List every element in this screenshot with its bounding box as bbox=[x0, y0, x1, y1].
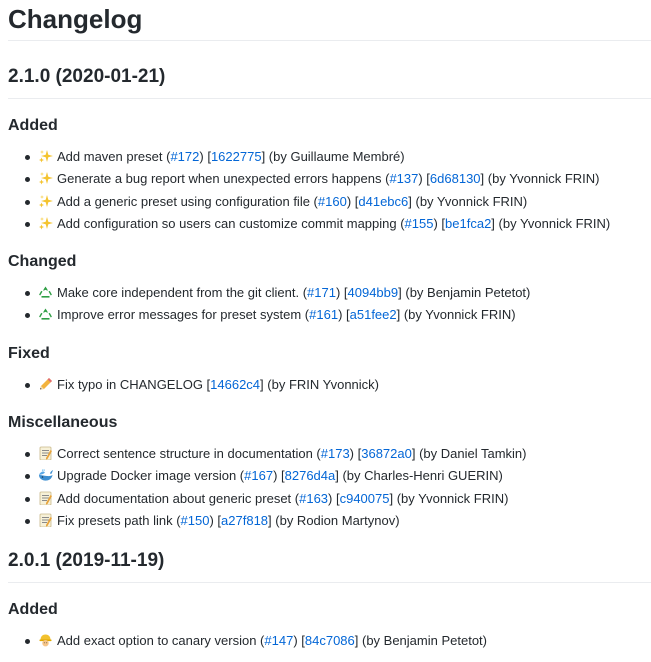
memo-icon bbox=[38, 446, 53, 460]
list-item: Add configuration so users can customize commit mapping (#155) [be1fca2] (by Yvonnick FRIN) bbox=[24, 213, 651, 235]
pr-link[interactable]: #167 bbox=[244, 468, 274, 484]
section-heading-fixed: Fixed bbox=[8, 344, 50, 362]
pr-link[interactable]: #173 bbox=[320, 446, 350, 462]
list-item: Improve error messages for preset system (#161) [a51fee2] (by Yvonnick FRIN) bbox=[24, 304, 651, 326]
list-item: Add exact option to canary version (#147) [84c7086] (by Benjamin Petetot) bbox=[24, 630, 651, 652]
commit-link[interactable]: 8276d4a bbox=[284, 468, 336, 484]
list-item: Add documentation about generic preset (#163) [c940075] (by Yvonnick FRIN) bbox=[24, 488, 651, 510]
fixed-list bbox=[8, 374, 651, 396]
sparkles-icon bbox=[38, 194, 53, 208]
pr-link[interactable]: #161 bbox=[309, 307, 339, 323]
commit-link[interactable]: 4094bb9 bbox=[347, 285, 399, 301]
miscellaneous-list bbox=[8, 443, 651, 532]
pr-link[interactable]: #137 bbox=[389, 171, 419, 187]
pr-link[interactable]: #155 bbox=[404, 215, 434, 231]
list-item: Add maven preset (#172) [1622775] (by Guillaume Membré) bbox=[24, 146, 651, 168]
release-heading-2-1-0: 2.1.0 (2020-01-21) bbox=[8, 65, 651, 99]
pr-link[interactable]: #163 bbox=[299, 490, 329, 506]
commit-link[interactable]: 36872a0 bbox=[361, 446, 412, 462]
memo-icon bbox=[38, 491, 53, 505]
commit-link[interactable]: a51fee2 bbox=[349, 307, 397, 323]
list-item: Generate a bug report when unexpected errors happens (#137) [6d68130] (by Yvonnick FRIN) bbox=[24, 168, 651, 190]
list-item: Fix typo in CHANGELOG [14662c4] (by FRIN Yvonnick) bbox=[24, 374, 651, 396]
list-item: Add a generic preset using configuration file (#160) [d41ebc6] (by Yvonnick FRIN) bbox=[24, 191, 651, 213]
recycle-icon bbox=[38, 307, 53, 321]
sparkles-icon bbox=[38, 171, 53, 185]
commit-link[interactable]: 1622775 bbox=[210, 149, 262, 164]
section-heading-added: Added bbox=[8, 601, 58, 619]
commit-link[interactable]: 6d68130 bbox=[429, 171, 481, 187]
pr-link[interactable]: #172 bbox=[170, 149, 200, 164]
section-heading-added: Added bbox=[8, 117, 58, 134]
changed-list bbox=[8, 282, 651, 327]
pr-link[interactable]: #147 bbox=[264, 633, 294, 649]
sparkles-icon bbox=[38, 216, 53, 230]
section-heading-miscellaneous: Miscellaneous bbox=[8, 414, 118, 432]
commit-link[interactable]: c940075 bbox=[339, 490, 390, 506]
commit-link[interactable]: be1fca2 bbox=[445, 215, 492, 231]
commit-link[interactable]: a27f818 bbox=[221, 512, 269, 528]
pr-link[interactable]: #160 bbox=[317, 193, 347, 209]
list-item: Fix presets path link (#150) [a27f818] (by Rodion Martynov) bbox=[24, 510, 651, 532]
commit-link[interactable]: d41ebc6 bbox=[358, 193, 409, 209]
page-title: Changelog bbox=[8, 0, 651, 41]
list-item: Correct sentence structure in documentation (#173) [36872a0] (by Daniel Tamkin) bbox=[24, 443, 651, 465]
pencil-icon bbox=[38, 377, 53, 391]
added-list bbox=[8, 146, 651, 235]
pr-link[interactable]: #171 bbox=[307, 285, 336, 301]
recycle-icon bbox=[38, 285, 53, 299]
whale-icon bbox=[38, 468, 53, 482]
commit-link[interactable]: 84c7086 bbox=[304, 633, 355, 649]
added-list bbox=[8, 630, 651, 652]
list-item: Upgrade Docker image version (#167) [8276d4a] (by Charles-Henri GUERIN) bbox=[24, 465, 651, 487]
pr-link[interactable]: #150 bbox=[180, 512, 210, 528]
commit-link[interactable]: 14662c4 bbox=[210, 376, 261, 392]
sparkles-icon bbox=[38, 149, 53, 163]
list-item: Make core independent from the git client. (#171) [4094bb9] (by Benjamin Petetot) bbox=[24, 282, 651, 304]
release-heading-2-0-1: 2.0.1 (2019-11-19) bbox=[8, 549, 651, 583]
section-heading-changed: Changed bbox=[8, 253, 77, 271]
memo-icon bbox=[38, 513, 53, 527]
construction-worker-icon bbox=[38, 633, 53, 647]
